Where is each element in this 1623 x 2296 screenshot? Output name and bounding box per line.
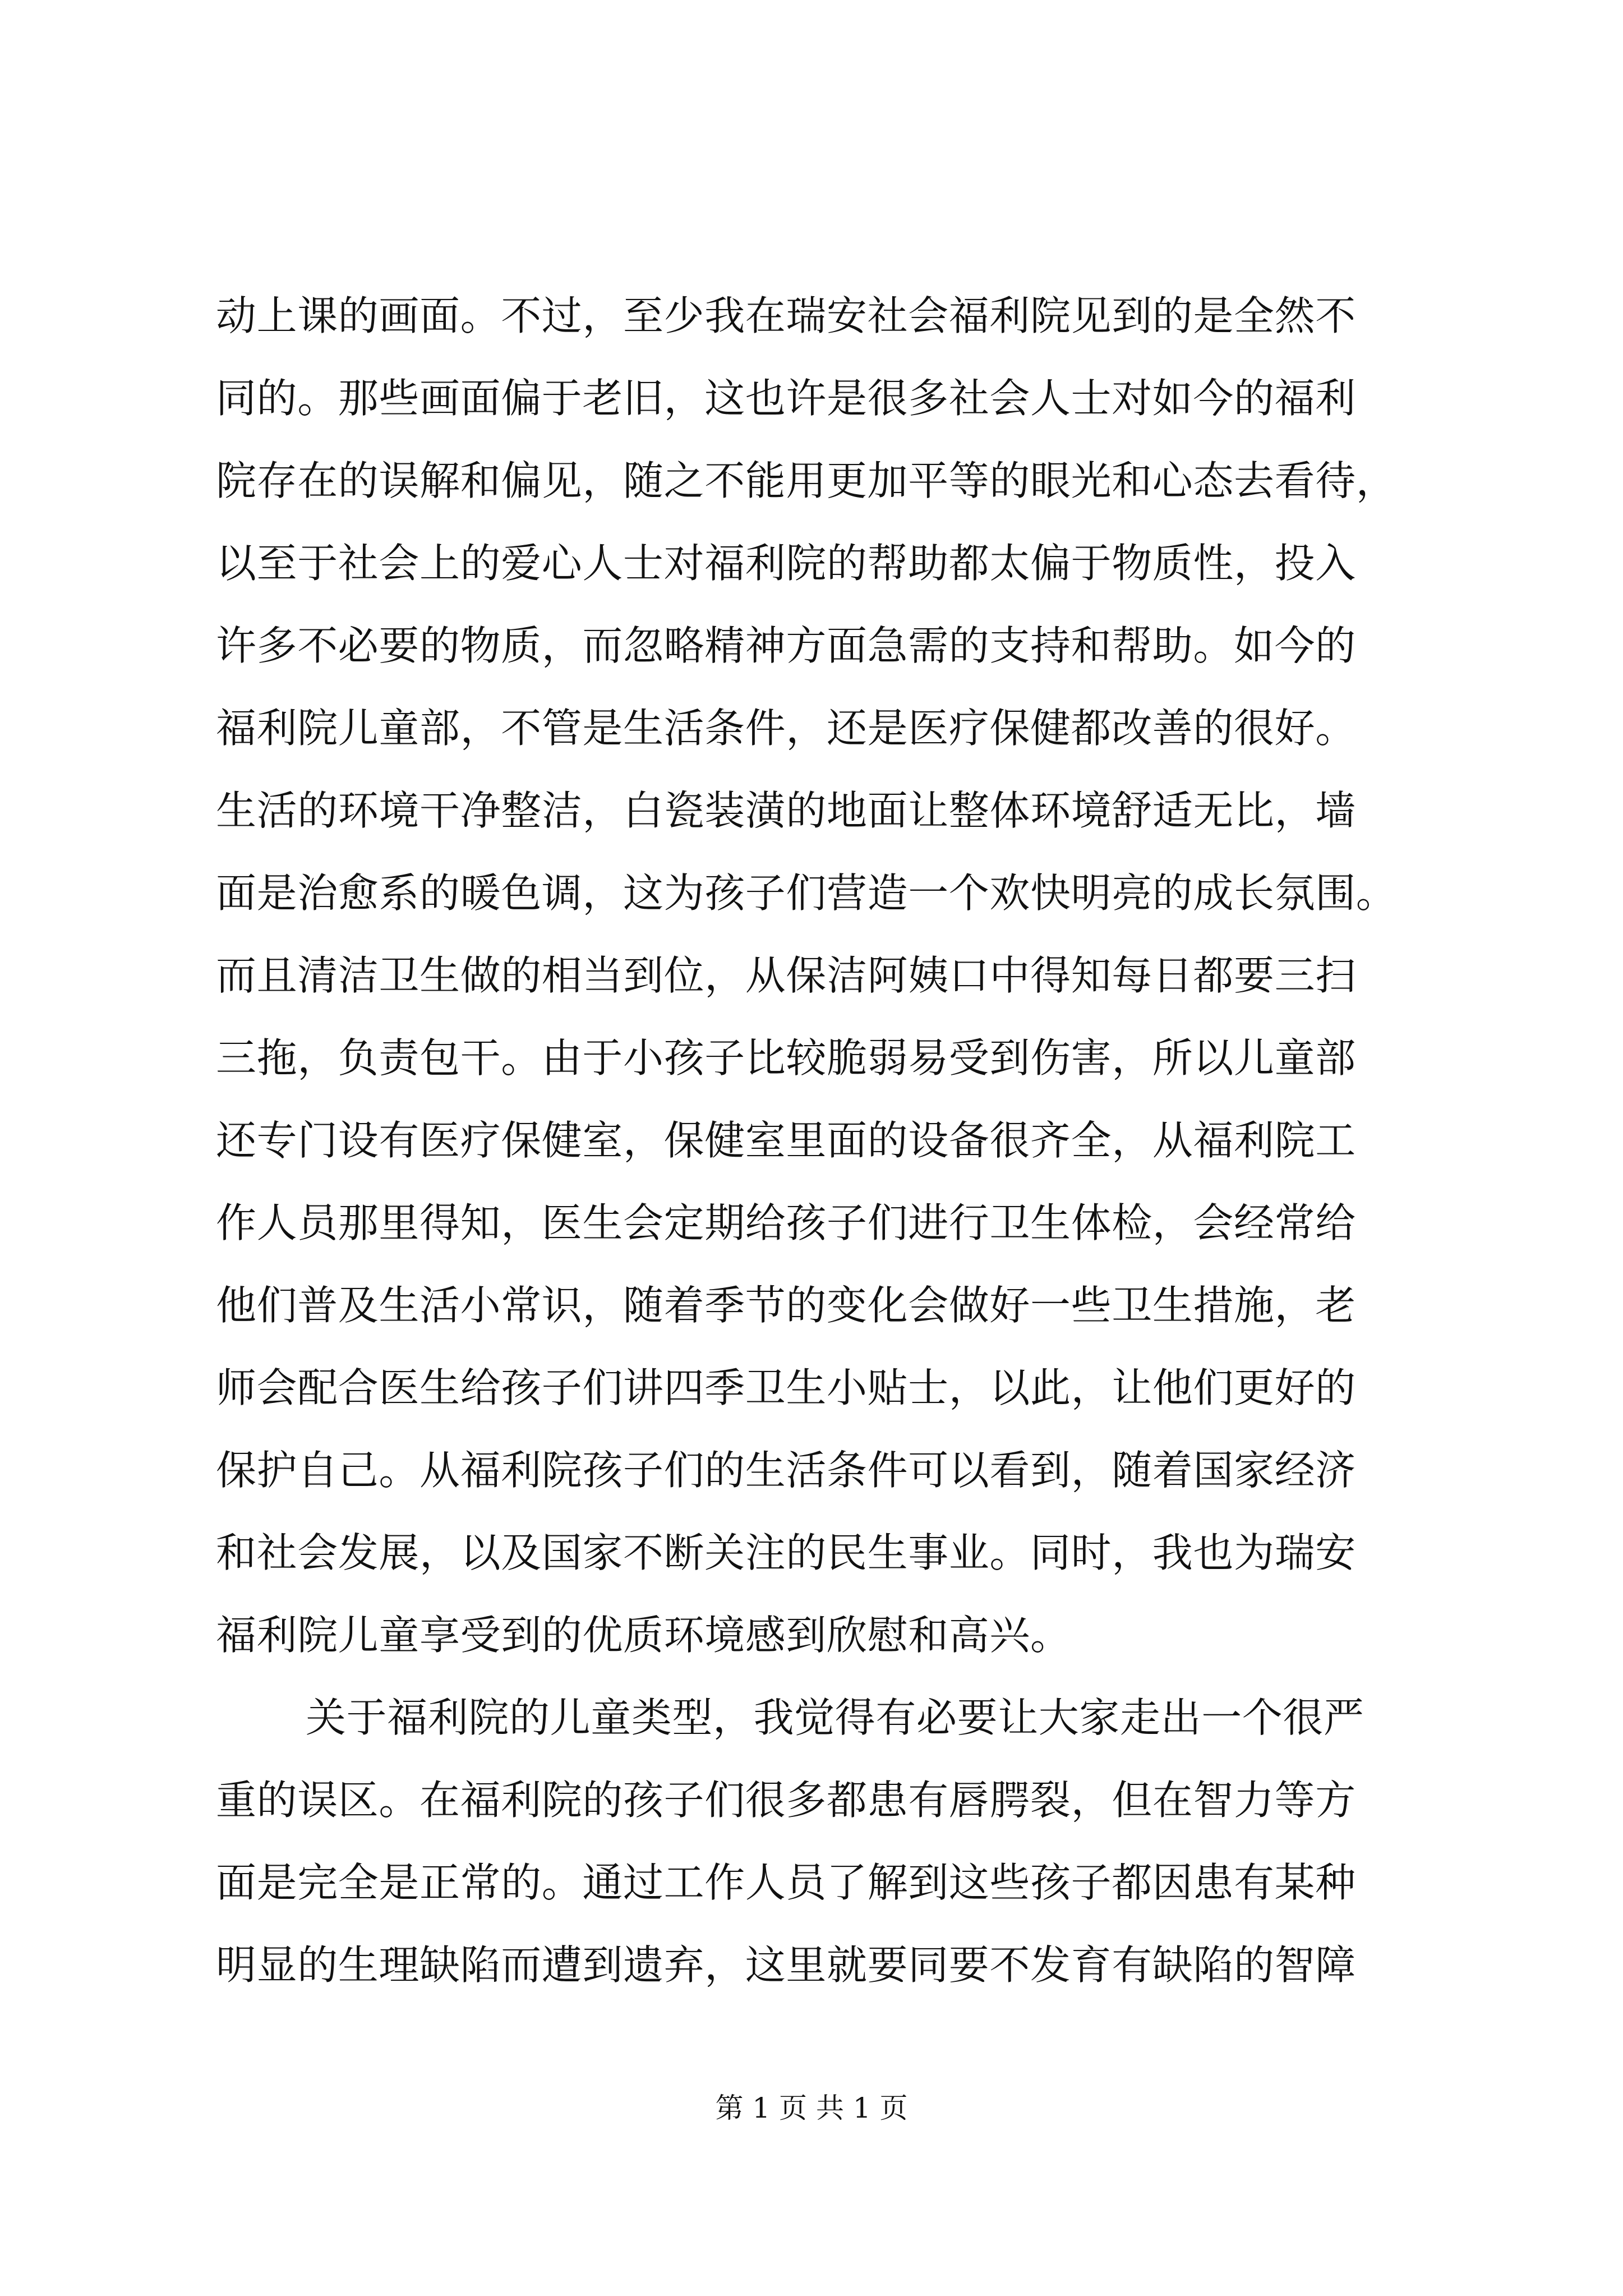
paragraph-first-line: 关于福利院的儿童类型，我觉得有必要让大家走出一个很严 bbox=[306, 1694, 1364, 1741]
text-line: 作人员那里得知，医生会定期给孩子们进行卫生体检，会经常给 bbox=[216, 1199, 1356, 1246]
text-line: 明显的生理缺陷而遭到遗弃，这里就要同要不发育有缺陷的智障 bbox=[216, 1941, 1356, 1989]
text-line: 还专门设有医疗保健室，保健室里面的设备很齐全，从福利院工 bbox=[216, 1117, 1356, 1164]
text-line: 而且清洁卫生做的相当到位，从保洁阿姨口中得知每日都要三扫 bbox=[216, 952, 1356, 999]
text-line: 三拖，负责包干。由于小孩子比较脆弱易受到伤害，所以儿童部 bbox=[216, 1034, 1356, 1082]
text-line: 保护自己。从福利院孩子们的生活条件可以看到，随着国家经济 bbox=[216, 1447, 1356, 1494]
text-line: 面是完全是正常的。通过工作人员了解到这些孩子都因患有某种 bbox=[216, 1859, 1356, 1906]
text-line: 生活的环境干净整洁，白瓷装潢的地面让整体环境舒适无比，墙 bbox=[216, 787, 1356, 834]
text-line: 福利院儿童部，不管是生活条件，还是医疗保健都改善的很好。 bbox=[216, 705, 1356, 752]
text-line: 同的。那些画面偏于老旧，这也许是很多社会人士对如今的福利 bbox=[216, 375, 1356, 422]
text-line: 福利院儿童享受到的优质环境感到欣慰和高兴。 bbox=[216, 1612, 1071, 1659]
page-number: 第 1 页 共 1 页 bbox=[715, 2092, 908, 2124]
text-line: 和社会发展，以及国家不断关注的民生事业。同时，我也为瑞安 bbox=[216, 1529, 1356, 1576]
text-line: 以至于社会上的爱心人士对福利院的帮助都太偏于物质性，投入 bbox=[216, 540, 1356, 587]
text-line: 面是治愈系的暖色调，这为孩子们营造一个欢快明亮的成长氛围。 bbox=[216, 869, 1397, 917]
body-text bbox=[216, 275, 1438, 2007]
text-line: 师会配合医生给孩子们讲四季卫生小贴士，以此，让他们更好的 bbox=[216, 1364, 1356, 1411]
page-footer bbox=[0, 2091, 1623, 2125]
text-line: 他们普及生活小常识，随着季节的变化会做好一些卫生措施，老 bbox=[216, 1282, 1356, 1329]
text-line: 许多不必要的物质，而忽略精神方面急需的支持和帮助。如今的 bbox=[216, 622, 1356, 669]
text-line: 重的误区。在福利院的孩子们很多都患有唇腭裂，但在智力等方 bbox=[216, 1777, 1356, 1824]
text-line: 动上课的画面。不过，至少我在瑞安社会福利院见到的是全然不 bbox=[216, 292, 1356, 339]
text-line: 院存在的误解和偏见，随之不能用更加平等的眼光和心态去看待， bbox=[216, 457, 1397, 504]
